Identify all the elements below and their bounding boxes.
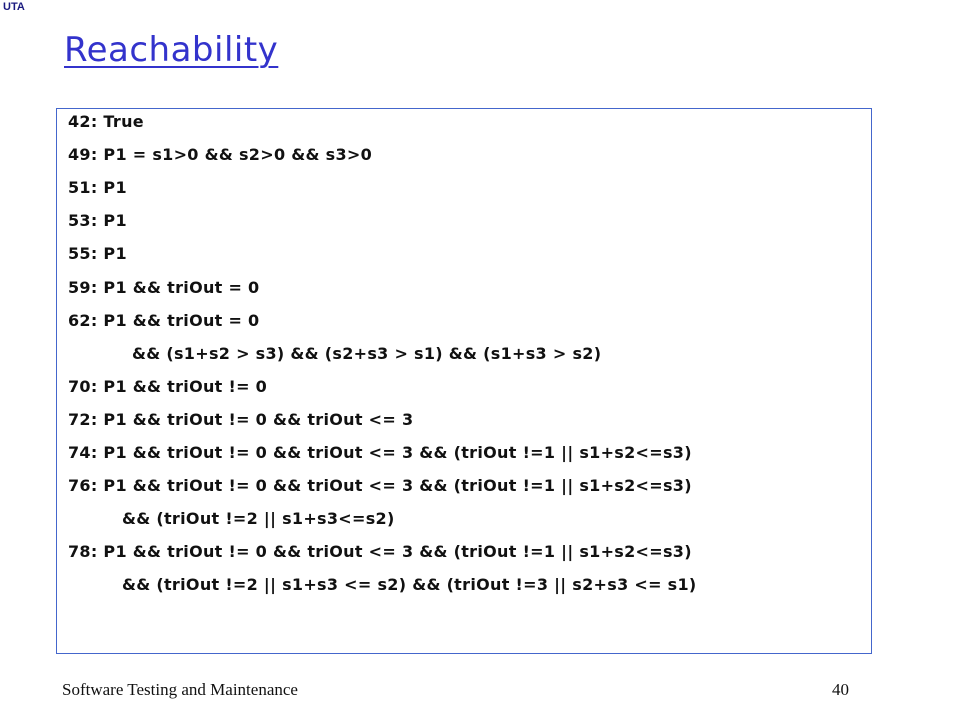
reachability-line-78: 78: P1 && triOut != 0 && triOut <= 3 && (triOut !=1 || s1+s2<=s3): [68, 542, 692, 561]
reachability-line-55: 55: P1: [68, 244, 127, 263]
reachability-line-51: 51: P1: [68, 178, 127, 197]
page-number: 40: [832, 680, 849, 699]
reachability-line-76: 76: P1 && triOut != 0 && triOut <= 3 && (triOut !=1 || s1+s2<=s3): [68, 476, 692, 495]
reachability-line-42: 42: True: [68, 112, 144, 131]
reachability-line-70: 70: P1 && triOut != 0: [68, 377, 268, 396]
reachability-line-49: 49: P1 = s1>0 && s2>0 && s3>0: [68, 145, 373, 164]
uta-logo: [2, 0, 32, 12]
slide-title: Reachability: [64, 30, 279, 70]
reachability-line-78-continuation: && (triOut !=2 || s1+s3 <= s2) && (triOut !=3 || s2+s3 <= s1): [122, 575, 697, 594]
reachability-line-62: 62: P1 && triOut = 0: [68, 311, 260, 330]
reachability-line-53: 53: P1: [68, 211, 127, 230]
reachability-line-59: 59: P1 && triOut = 0: [68, 278, 260, 297]
reachability-line-62-continuation: && (s1+s2 > s3) && (s2+s3 > s1) && (s1+s3 > s2): [132, 344, 602, 363]
footer-course-title: Software Testing and Maintenance: [62, 680, 298, 699]
reachability-line-76-continuation: && (triOut !=2 || s1+s3<=s2): [122, 509, 395, 528]
reachability-line-74: 74: P1 && triOut != 0 && triOut <= 3 && (triOut !=1 || s1+s2<=s3): [68, 443, 692, 462]
reachability-line-72: 72: P1 && triOut != 0 && triOut <= 3: [68, 410, 414, 429]
uta-logo-text: UTA: [3, 1, 25, 12]
